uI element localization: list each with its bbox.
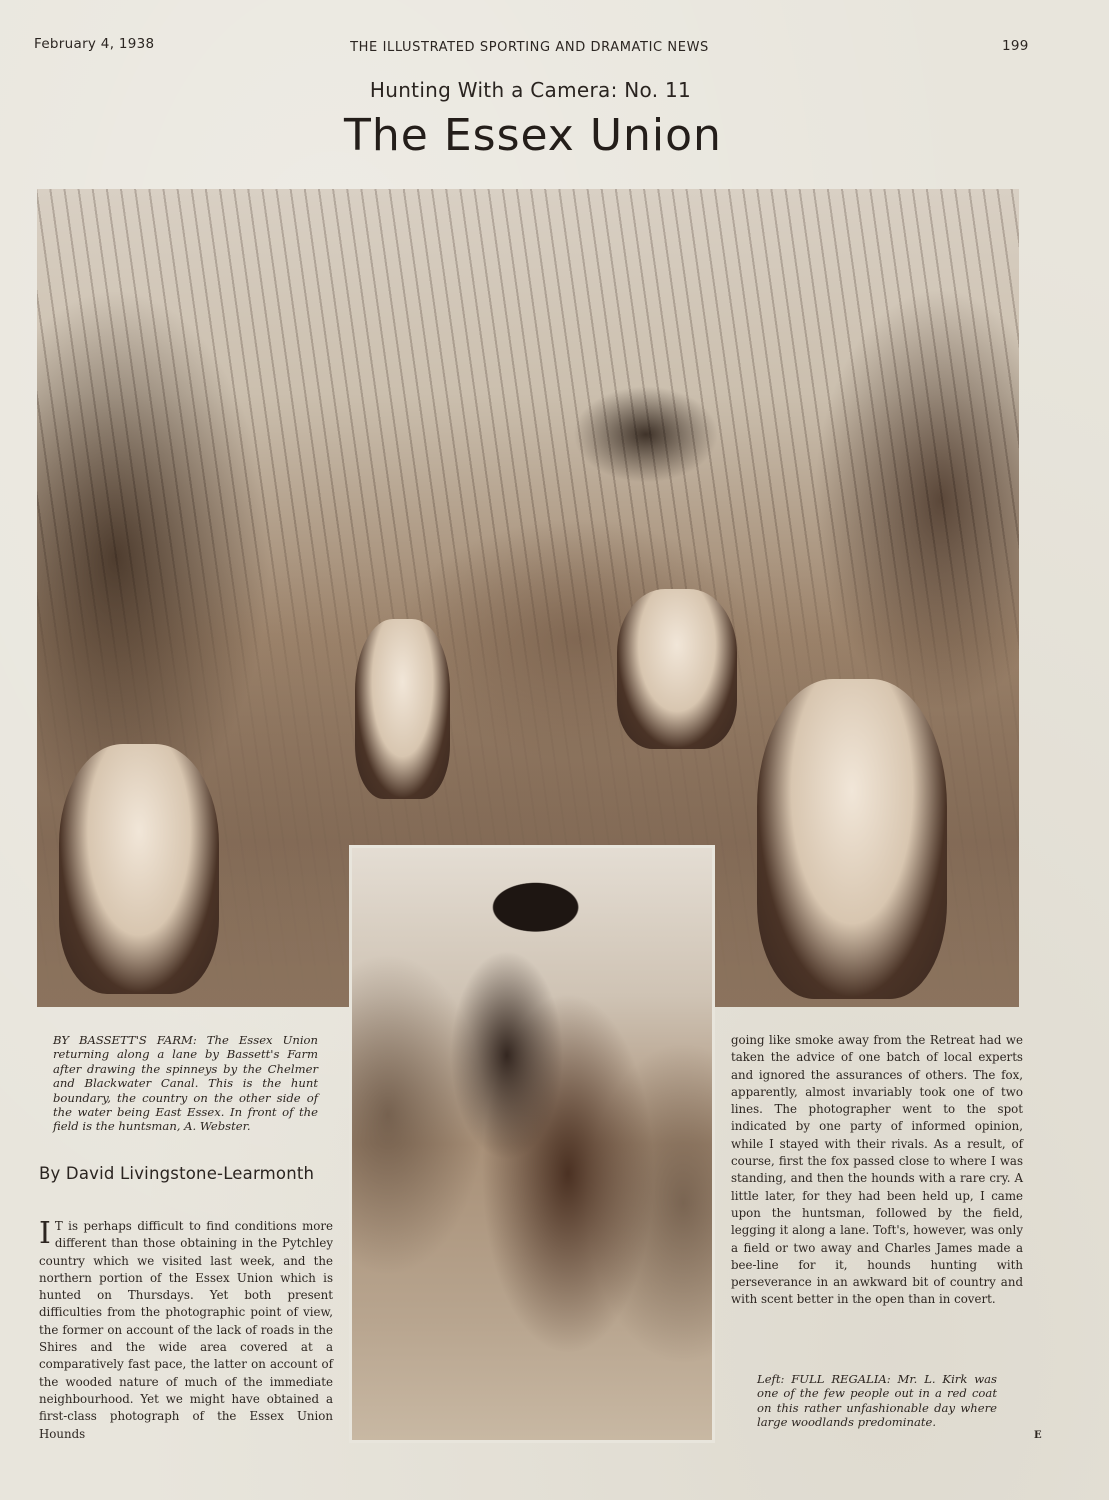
article-kicker: Hunting With a Camera: No. 11 xyxy=(369,78,692,102)
hound-figure xyxy=(617,589,737,749)
hound-figure xyxy=(59,744,219,994)
hound-figure xyxy=(355,619,450,799)
article-headline: The Essex Union xyxy=(344,110,722,161)
drop-cap: I xyxy=(39,1216,51,1251)
running-head xyxy=(0,36,1109,58)
byline: By David Livingstone-Learmonth xyxy=(39,1164,315,1183)
page-number: 199 xyxy=(1002,38,1029,54)
body-column-right: going like smoke away from the Retreat had we taken the advice of one batch of local experts and ignored the assurances of others. The fox, apparently, almost invariably took one of two lines. The photographer went to the spot indicated by one party of informed opinion, while I stayed with their rivals. As a result, of course, first the fox passed close to where I was standing, and then the hounds with a rare cry. A little later, for they had been held up, I came upon the huntsman, followed by the field, legging it along a lane. Toft's, however, was only a field or two away and Charles James made a bee-line for it, hounds hunting with perseverance in an awkward bit of country and with scent better in the open than in covert. xyxy=(731,1033,1023,1307)
inset-photo-rider xyxy=(352,848,712,1440)
body-column-left xyxy=(39,1218,333,1443)
issue-date: February 4, 1938 xyxy=(34,36,155,52)
publication-title: THE ILLUSTRATED SPORTING AND DRAMATIC NEWS xyxy=(350,40,709,55)
inset-photo-caption: Left: FULL REGALIA: Mr. L. Kirk was one of the few people out in a red coat on this rather unfashionable day where large woodlands predominate. xyxy=(757,1372,997,1430)
hound-figure xyxy=(757,679,947,999)
body-text-left: T is perhaps difficult to find conditions more different than those obtaining in the Pytchley country which we visited last week, and the northern portion of the Essex Union which is hunted on Thursdays. Yet both present difficulties from the photographic point of view, the former on account of the lack of roads in the Shires and the wide area covered at a comparatively fast pace, the latter on account of the wooded nature of much of the immediate neighbourhood. Yet we might have obtained a first-class photograph of the Essex Union Hounds xyxy=(39,1219,333,1441)
main-photo-caption: BY BASSETT'S FARM: The Essex Union returning along a lane by Bassett's Farm after drawing the spinneys by the Chelmer and Blackwater Canal. This is the hunt boundary, the country on the other side of the water being East Essex. In front of the field is the huntsman, A. Webster. xyxy=(53,1033,318,1134)
signature-mark: E xyxy=(1034,1430,1042,1441)
